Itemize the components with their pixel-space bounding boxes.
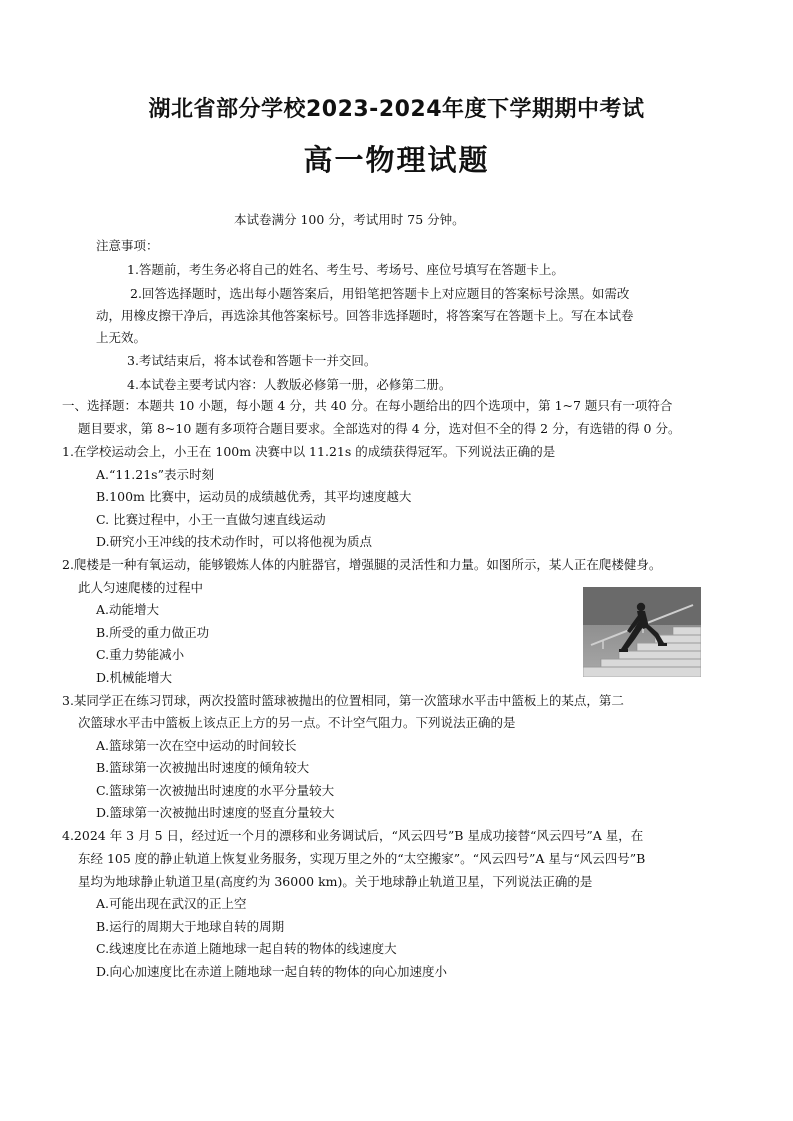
question-4-stem-line-2: 东经 105 度的静止轨道上恢复业务服务，实现万里之外的“太空搬家”。“风云四号”A 星与“风云四号”B (78, 851, 646, 866)
question-2-option-c: C.重力势能减小 (96, 647, 185, 662)
note-2-line-3: 上无效。 (96, 330, 147, 345)
section-1-line-2: 题目要求，第 8~10 题有多项符合题目要求。全部选对的得 4 分，选对但不全的得 2 分，有选错的得 0 分。 (78, 421, 681, 436)
note-2-line-2: 动，用橡皮擦干净后，再选涂其他答案标号。回答非选择题时，将答案写在答题卡上。写在本试卷 (96, 308, 634, 323)
note-2-line-1: 2.回答选择题时，选出每小题答案后，用铅笔把答题卡上对应题目的答案标号涂黑。如需改 (130, 286, 630, 301)
question-3-stem-line-1: 3.某同学正在练习罚球，两次投篮时篮球被抛出的位置相同，第一次篮球水平击中篮板上的某点，第二 (62, 693, 624, 708)
question-1-option-c: C. 比赛过程中，小王一直做匀速直线运动 (96, 512, 326, 527)
question-2-stem-line-2: 此人匀速爬楼的过程中 (78, 580, 204, 595)
question-1-option-b: B.100m 比赛中，运动员的成绩越优秀，其平均速度越大 (96, 489, 412, 504)
question-2-option-a: A.动能增大 (96, 602, 160, 617)
question-3-option-b: B.篮球第一次被抛出时速度的倾角较大 (96, 760, 310, 775)
question-4-stem-line-1: 4.2024 年 3 月 5 日，经过近一个月的漂移和业务调试后，“风云四号”B 星成功接替“风云四号”A 星，在 (62, 828, 644, 843)
question-4-stem-line-3: 星均为地球静止轨道卫星(高度约为 36000 km)。关于地球静止轨道卫星，下列说法正确的是 (78, 874, 593, 889)
stair-climbing-photo (583, 587, 701, 677)
exam-subtitle: 高一物理试题 (303, 143, 490, 177)
question-1-option-d: D.研究小王冲线的技术动作时，可以将他视为质点 (96, 534, 373, 549)
notes-title: 注意事项： (96, 238, 159, 253)
section-1-line-1: 一、选择题：本题共 10 小题，每小题 4 分，共 40 分。在每小题给出的四个选项中，第 1~7 题只有一项符合 (62, 398, 673, 413)
question-1-stem: 1.在学校运动会上，小王在 100m 决赛中以 11.21s 的成绩获得冠军。下列说法正确的是 (62, 444, 556, 459)
score-line: 本试卷满分 100 分，考试用时 75 分钟。 (234, 212, 465, 227)
question-2-stem-line-1: 2.爬楼是一种有氧运动，能够锻炼人体的内脏器官，增强腿的灵活性和力量。如图所示，某人正在爬楼健身。 (62, 557, 662, 572)
question-3-option-a: A.篮球第一次在空中运动的时间较长 (96, 738, 297, 753)
question-3-option-d: D.篮球第一次被抛出时速度的竖直分量较大 (96, 805, 335, 820)
note-1: 1.答题前，考生务必将自己的姓名、考生号、考场号、座位号填写在答题卡上。 (127, 262, 564, 277)
question-4-option-c: C.线速度比在赤道上随地球一起自转的物体的线速度大 (96, 941, 397, 956)
question-2-option-b: B.所受的重力做正功 (96, 625, 210, 640)
question-4-option-a: A.可能出现在武汉的正上空 (96, 896, 247, 911)
question-2-option-d: D.机械能增大 (96, 670, 173, 685)
question-3-option-c: C.篮球第一次被抛出时速度的水平分量较大 (96, 783, 335, 798)
question-4-option-d: D.向心加速度比在赤道上随地球一起自转的物体的向心加速度小 (96, 964, 448, 979)
question-4-option-b: B.运行的周期大于地球自转的周期 (96, 919, 285, 934)
note-3: 3.考试结束后，将本试卷和答题卡一并交回。 (127, 353, 377, 368)
note-4: 4.本试卷主要考试内容：人教版必修第一册，必修第二册。 (127, 377, 452, 392)
question-1-option-a: A.“11.21s”表示时刻 (96, 467, 214, 482)
question-3-stem-line-2: 次篮球水平击中篮板上该点正上方的另一点。不计空气阻力。下列说法正确的是 (78, 715, 516, 730)
exam-title: 湖北省部分学校2023-2024年度下学期期中考试 (148, 97, 645, 122)
